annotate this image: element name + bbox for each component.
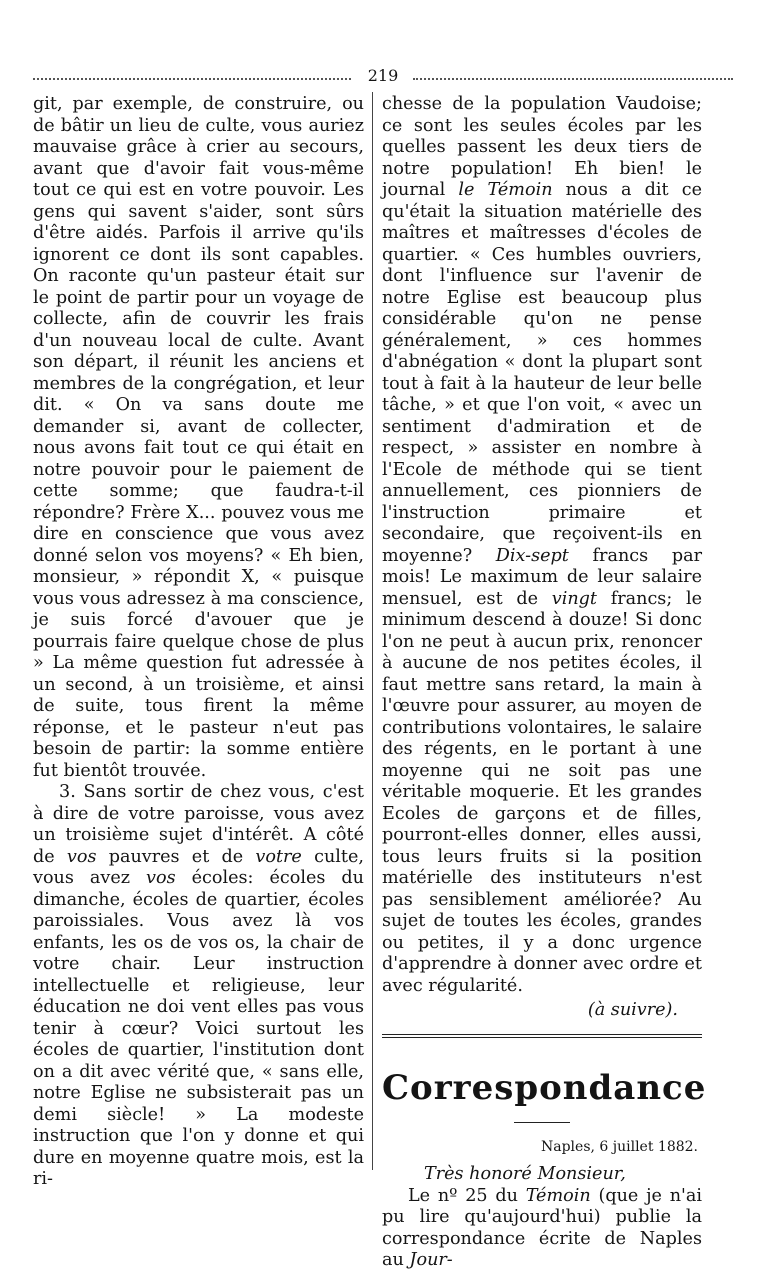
letter-paragraph: Le nº 25 du Témoin (que je n'ai pu lire qu'aujourd'hui) publie la correspondance écrite de Naples au Jour- bbox=[382, 1185, 702, 1270]
page-header bbox=[33, 66, 733, 88]
dateline: Naples, 6 juillet 1882. bbox=[541, 1138, 698, 1155]
section-heading: Correspondance bbox=[382, 1067, 707, 1108]
heading-rule bbox=[514, 1122, 570, 1123]
header-dotted-rule-right bbox=[413, 78, 733, 80]
paragraph-continued-right: chesse de la population Vaudoise; ce sont les seules écoles par les quelles passent les deux tiers de notre population! Eh bien! le journal le Témoin nous a dit ce qu'était la situation matérielle des maîtres et maîtresses d'écoles de quartier. « Ces humbles ouvriers, dont l'influence sur l'avenir de notre Eglise est beaucoup plus considérable qu'on ne pense généralement, » ces hommes d'abnégation « dont la plupart sont tout à fait à la hauteur de leur belle tâche, » et que l'on voit, « avec un sentiment d'admiration et de respect, » assister en nombre à l'Ecole de méthode qui se tient annuellement, ces pionniers de l'instruction primaire et secondaire, que reçoivent-ils en moyenne? Dix-sept francs par mois! Le maximum de leur salaire mensuel, est de vingt francs; le minimum descend à douze! Si donc l'on ne peut à aucun prix, renoncer à aucune de nos petites écoles, il faut mettre sans retard, la main à l'œuvre pour assurer, au moyen de contributions volontaires, le salaire des régents, en le portant à une moyenne qui ne soit pas une véritable moquerie. Et les grandes Ecoles de garçons et de filles, pourront-elles donner, elles aussi, tous leurs fruits si la position matérielle des instituteurs n'est pas sensiblement améliorée? Au sujet de toutes les écoles, grandes ou petites, il y a donc urgence d'apprendre à donner avec ordre et avec régularité. bbox=[382, 94, 702, 996]
salutation: Très honoré Monsieur, bbox=[424, 1164, 626, 1184]
to-be-continued: (à suivre). bbox=[587, 1000, 678, 1020]
paragraph-point-3: 3. Sans sortir de chez vous, c'est à dire de votre paroisse, vous avez un troisième sujet d'intérêt. A côté de vos pauvres et de votre culte, vous avez vos écoles: écoles du dimanche, écoles de quartier, écoles paroissiales. Vous avez là vos enfants, les os de vos os, la chair de votre chair. Leur instruction intellectuelle et religieuse, leur éducation ne doi vent elles pas vous tenir à cœur? Voici surtout les écoles de quartier, l'institution dont on a dit avec vérité que, « sans elle, notre Eglise ne subsisterait pas un demi siècle! » La modeste instruction que l'on y donne et qui dure en moyenne quatre mois, est la ri- bbox=[33, 782, 364, 1189]
column-divider bbox=[372, 92, 373, 1170]
right-column bbox=[382, 94, 707, 1272]
section-separator bbox=[382, 1034, 702, 1038]
paragraph-continued: git, par exemple, de construire, ou de bâtir un lieu de culte, vous auriez mauvaise grâce à crier au secours, avant que d'avoir fait vous-même tout ce qui est en votre pouvoir. Les gens qui savent s'aider, sont sûrs d'être aidés. Parfois il arrive qu'ils ignorent ce dont ils sont capables. On raconte qu'un pasteur était sur le point de partir pour un voyage de collecte, afin de couvrir les frais d'un nouveau local de culte. Avant son départ, il réunit les anciens et membres de la congrégation, et leur dit. « On va sans doute me demander si, avant de collecter, nous avons fait tout ce qui était en notre pouvoir pour le paiement de cette somme; que faudra-t-il répondre? Frère X... pouvez vous me dire en conscience que vous avez donné selon vos moyens? « Eh bien, monsieur, » répondit X, « puisque vous vous adressez à ma conscience, je suis forcé d'avouer que je pourrais faire quelque chose de plus » La même question fut adressée à un second, à un troisième, et ainsi de suite, tous firent la même réponse, et le pasteur n'eut pas besoin de partir: la somme entière fut bientôt trouvée. bbox=[33, 94, 364, 781]
page-number: 219 bbox=[367, 66, 399, 85]
header-dotted-rule-left bbox=[33, 78, 351, 80]
left-column bbox=[33, 94, 364, 1191]
